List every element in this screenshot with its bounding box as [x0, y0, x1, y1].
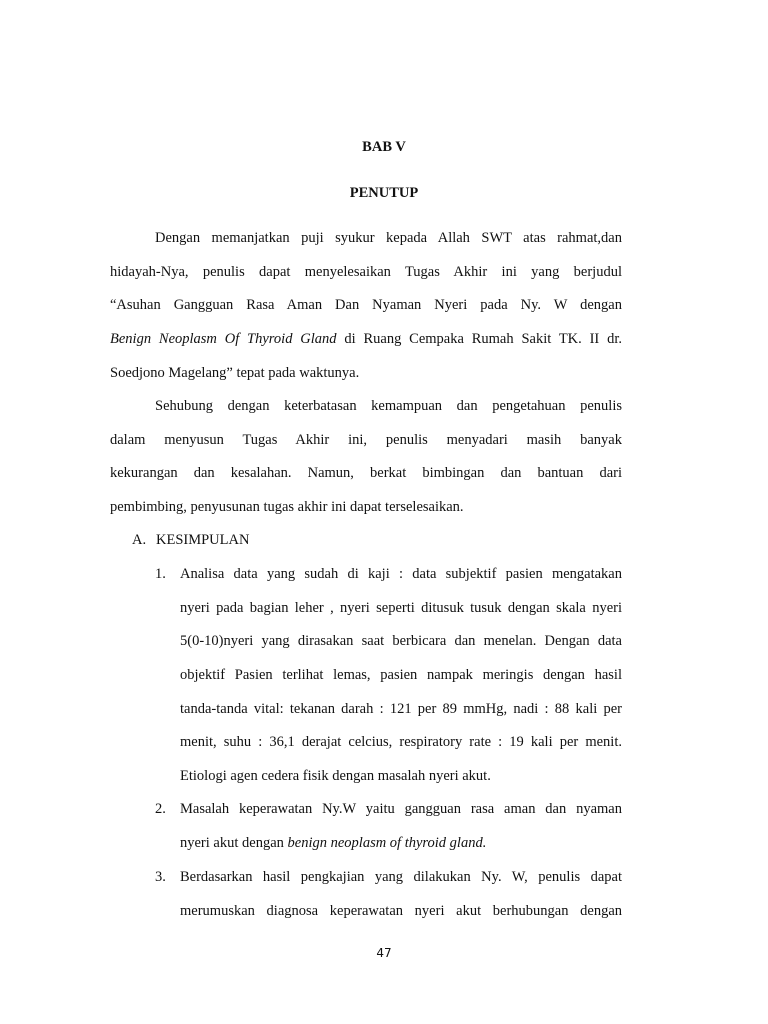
list-line: 5(0-10)nyeri yang dirasakan saat berbicara dan menelan. Dengan data: [180, 633, 622, 649]
list-line: menit, suhu : 36,1 derajat celcius, respiratory rate : 19 kali per menit.: [180, 734, 622, 750]
list-number: 2.: [155, 801, 166, 817]
chapter-number: BAB V: [362, 139, 406, 155]
italic-title: Benign Neoplasm Of Thyroid Gland: [110, 331, 337, 347]
list-line: merumuskan diagnosa keperawatan nyeri akut berhubungan dengan: [180, 903, 622, 919]
paragraph-text: di Ruang Cempaka Rumah Sakit TK. II dr.: [336, 331, 622, 347]
list-line: Etiologi agen cedera fisik dengan masalah nyeri akut.: [180, 768, 491, 784]
paragraph-line: Soedjono Magelang” tepat pada waktunya.: [110, 365, 360, 381]
section-marker: A.: [132, 532, 147, 548]
paragraph-line: Dengan memanjatkan puji syukur kepada Allah SWT atas rahmat,dan: [155, 230, 622, 246]
paragraph-line: pembimbing, penyusunan tugas akhir ini dapat terselesaikan.: [110, 499, 464, 515]
list-line: Analisa data yang sudah di kaji : data subjektif pasien mengatakan: [180, 566, 622, 582]
paragraph-line: kekurangan dan kesalahan. Namun, berkat bimbingan dan bantuan dari: [110, 465, 622, 481]
list-line: [180, 834, 622, 852]
chapter-title: PENUTUP: [349, 185, 419, 201]
page-number: 47: [376, 946, 392, 960]
list-line: Masalah keperawatan Ny.W yaitu gangguan rasa aman dan nyaman: [180, 801, 622, 817]
paragraph-line: Sehubung dengan keterbatasan kemampuan dan pengetahuan penulis: [155, 398, 622, 414]
list-line: Berdasarkan hasil pengkajian yang dilakukan Ny. W, penulis dapat: [180, 869, 622, 885]
paragraph-line: [110, 330, 622, 348]
list-line: nyeri pada bagian leher , nyeri seperti ditusuk tusuk dengan skala nyeri: [180, 600, 622, 616]
section-label: KESIMPULAN: [156, 532, 250, 548]
paragraph-line: hidayah-Nya, penulis dapat menyelesaikan Tugas Akhir ini yang berjudul: [110, 264, 622, 280]
italic-diagnosis: benign neoplasm of thyroid gland.: [287, 835, 487, 851]
list-line: tanda-tanda vital: tekanan darah : 121 per 89 mmHg, nadi : 88 kali per: [180, 701, 622, 717]
list-text: nyeri akut dengan: [180, 835, 288, 851]
paragraph-line: “Asuhan Gangguan Rasa Aman Dan Nyaman Nyeri pada Ny. W dengan: [110, 297, 622, 313]
list-number: 3.: [155, 869, 166, 885]
paragraph-line: dalam menyusun Tugas Akhir ini, penulis menyadari masih banyak: [110, 432, 622, 448]
list-line: objektif Pasien terlihat lemas, pasien nampak meringis dengan hasil: [180, 667, 622, 683]
list-number: 1.: [155, 566, 166, 582]
